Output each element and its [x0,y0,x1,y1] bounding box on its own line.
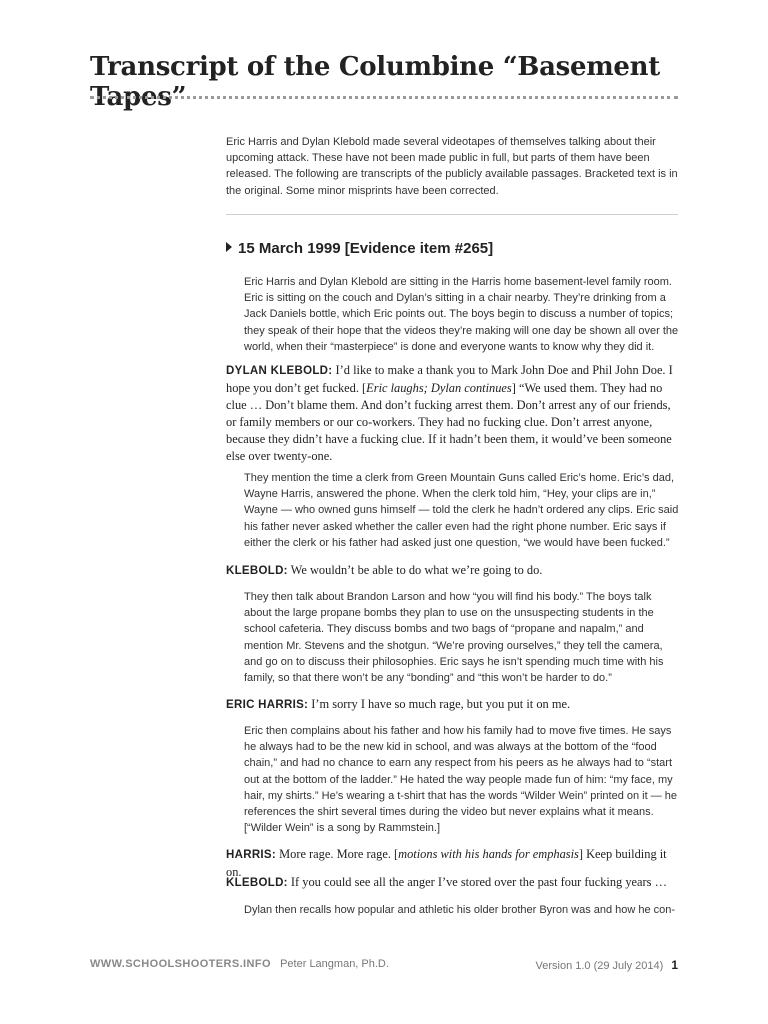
dialogue-text: ] Keep building it on. [226,847,667,879]
footer-version: Version 1.0 (29 July 2014) [535,960,664,972]
dialogue-text: I’d like to make a thank you to Mark John Doe and Phil John Doe. I hope you don’t get fucked. [ [226,363,673,395]
dialogue-1 [226,362,680,465]
dialogue-text: I’m sorry I have so much rage, but you put it on me. [308,697,571,711]
speaker-label: KLEBOLD: [226,877,288,889]
speaker-label: KLEBOLD: [226,565,288,577]
dialogue-text: We wouldn’t be able to do what we’re going to do. [287,563,543,577]
stage-direction: motions with his hands for emphasis [398,847,579,861]
dialogue-2 [226,562,680,580]
narration-4: Eric then complains about his father and how his family had to move five times. He says he always had to be the new kid in school, and was always at the bottom of the “food chain,” and had no chance to earn any respect from his peers as he always had to “start out at the bottom of the ladder.” He hated the way people made fun of him: “my face, my hair, my shirts.” He’s wearing a t-shirt that has the words “Wilder Wein” printed on it — he references the shirt several times during the video but never explains what it means. [“Wilder Wein” is a song by Rammstein.] [244,725,678,835]
speaker-label: DYLAN KLEBOLD: [226,365,333,377]
footer-right [536,958,679,972]
page-number: 1 [671,958,678,972]
footer-site-link[interactable]: WWW.SCHOOLSHOOTERS.INFO [90,958,271,970]
disclosure-triangle-icon [226,242,232,252]
dialogue-3 [226,696,680,714]
dialogue-5 [226,874,680,892]
footer-left [90,958,389,970]
dialogue-text: More rage. More rage. [ [276,847,399,861]
dialogue-text: If you could see all the anger I’ve stored over the past four fucking years … [287,875,667,889]
dotted-divider [90,96,678,99]
speaker-label: ERIC HARRIS: [226,699,309,711]
narration-5: Dylan then recalls how popular and athletic his older brother Byron was and how he con- [244,904,676,916]
narration-2: They mention the time a clerk from Green Mountain Guns called Eric’s home. Eric’s dad, Wayne Harris, answered the phone. When the clerk told him, “Hey, your clips are in,” Wayne — who owned guns himself — told the clerk he hadn’t ordered any clips. Eric said his father never asked whether the caller even had the right phone number. Eric says if either the clerk or his father had asked just one question, “we would have been fucked.” [244,472,679,549]
footer-author: Peter Langman, Ph.D. [280,958,389,970]
speaker-label: HARRIS: [226,849,277,861]
section-heading [226,240,678,257]
intro-rule [226,214,678,215]
section-heading-text: 15 March 1999 [Evidence item #265] [238,240,494,257]
page-title: Transcript of the Columbine “Basement Tapes” [90,52,660,112]
narration-3: They then talk about Brandon Larson and how “you will find his body.” The boys talk about the large propane bombs they plan to use on the unsuspecting students in the school cafeteria. They discuss bombs and two bags of “propane and napalm,” and mention Mr. Stevens and the shotgun. “We’re proving ourselves,” they tell the camera, and go on to discuss their philosophies. Eric says he isn’t spending much time with his family, so that there won’t be any “bonding” and “this won’t be harder to do.” [244,591,664,685]
narration-1: Eric Harris and Dylan Klebold are sitting in the Harris home basement-level family room. Eric is sitting on the couch and Dylan’s sitting in a chair nearby. They’re drinking from a Jack Daniels bottle, which Eric points out. The boys begin to discuss a number of topics; they speak of their hope that the videos they’re making will one day be shown all over the world, when their “masterpiece” is done and everyone wants to know why they did it. [244,276,679,353]
intro-paragraph: Eric Harris and Dylan Klebold made several videotapes of themselves talking about their upcoming attack. These have not been made public in full, but parts of them have been released. The following are transcripts of the publicly available passages. Bracketed text is in the original. Some minor misprints have been corrected. [226,136,678,197]
dialogue-text: ] “We used them. They had no clue … Don’t blame them. And don’t fucking arrest them. Don’t arrest any of our friends, or family members or our co-workers. They had no fucking clue. Don’t arrest anyone, because they didn’t have a fucking clue. If it hadn’t been them, it would’ve been someone else over twenty-one. [226,381,672,463]
stage-direction: Eric laughs; Dylan continues [366,381,512,395]
